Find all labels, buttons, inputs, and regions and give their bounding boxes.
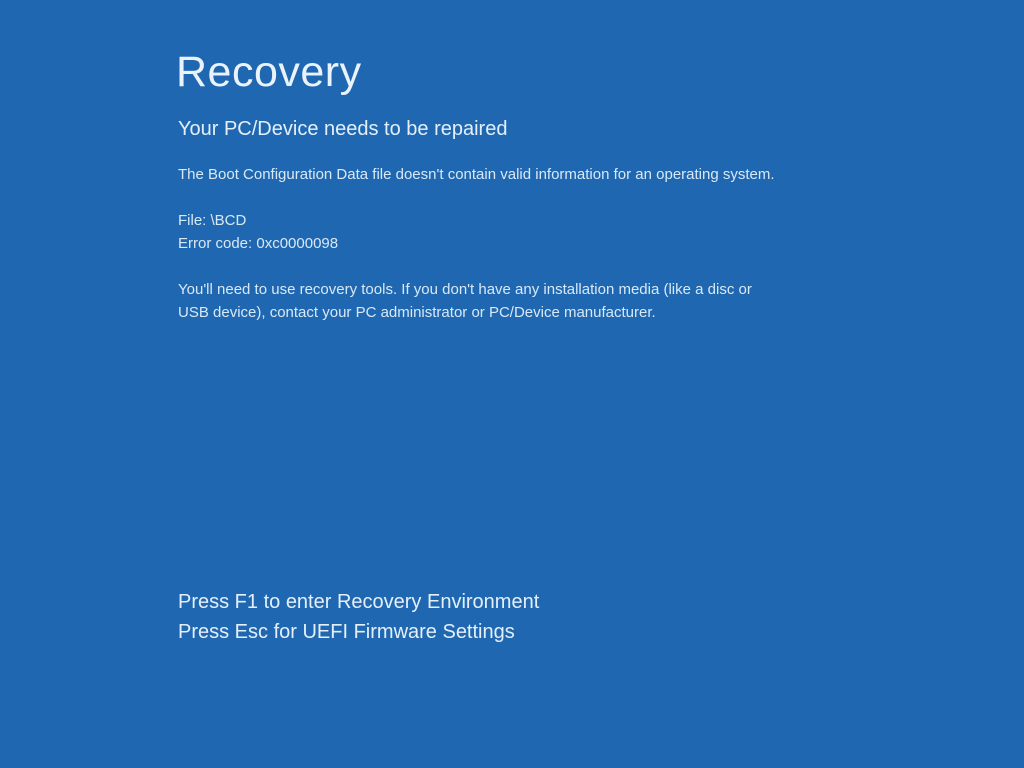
key-prompt-f1: Press F1 to enter Recovery Environment xyxy=(178,591,540,613)
error-details xyxy=(178,209,338,255)
recovery-instructions: You'll need to use recovery tools. If you don't have any installation media (like a disc or USB device), contact your PC administrator or PC/Device manufacturer. xyxy=(178,281,752,321)
error-code: Error code: 0xc0000098 xyxy=(178,235,339,252)
error-description: The Boot Configuration Data file doesn't contain valid information for an operating system. xyxy=(178,166,775,183)
key-prompts xyxy=(178,587,539,647)
error-file-path: File: \BCD xyxy=(178,212,247,229)
error-headline: Your PC/Device needs to be repaired xyxy=(178,118,508,140)
page-title: Recovery xyxy=(176,48,362,96)
key-prompt-esc: Press Esc for UEFI Firmware Settings xyxy=(178,621,515,643)
